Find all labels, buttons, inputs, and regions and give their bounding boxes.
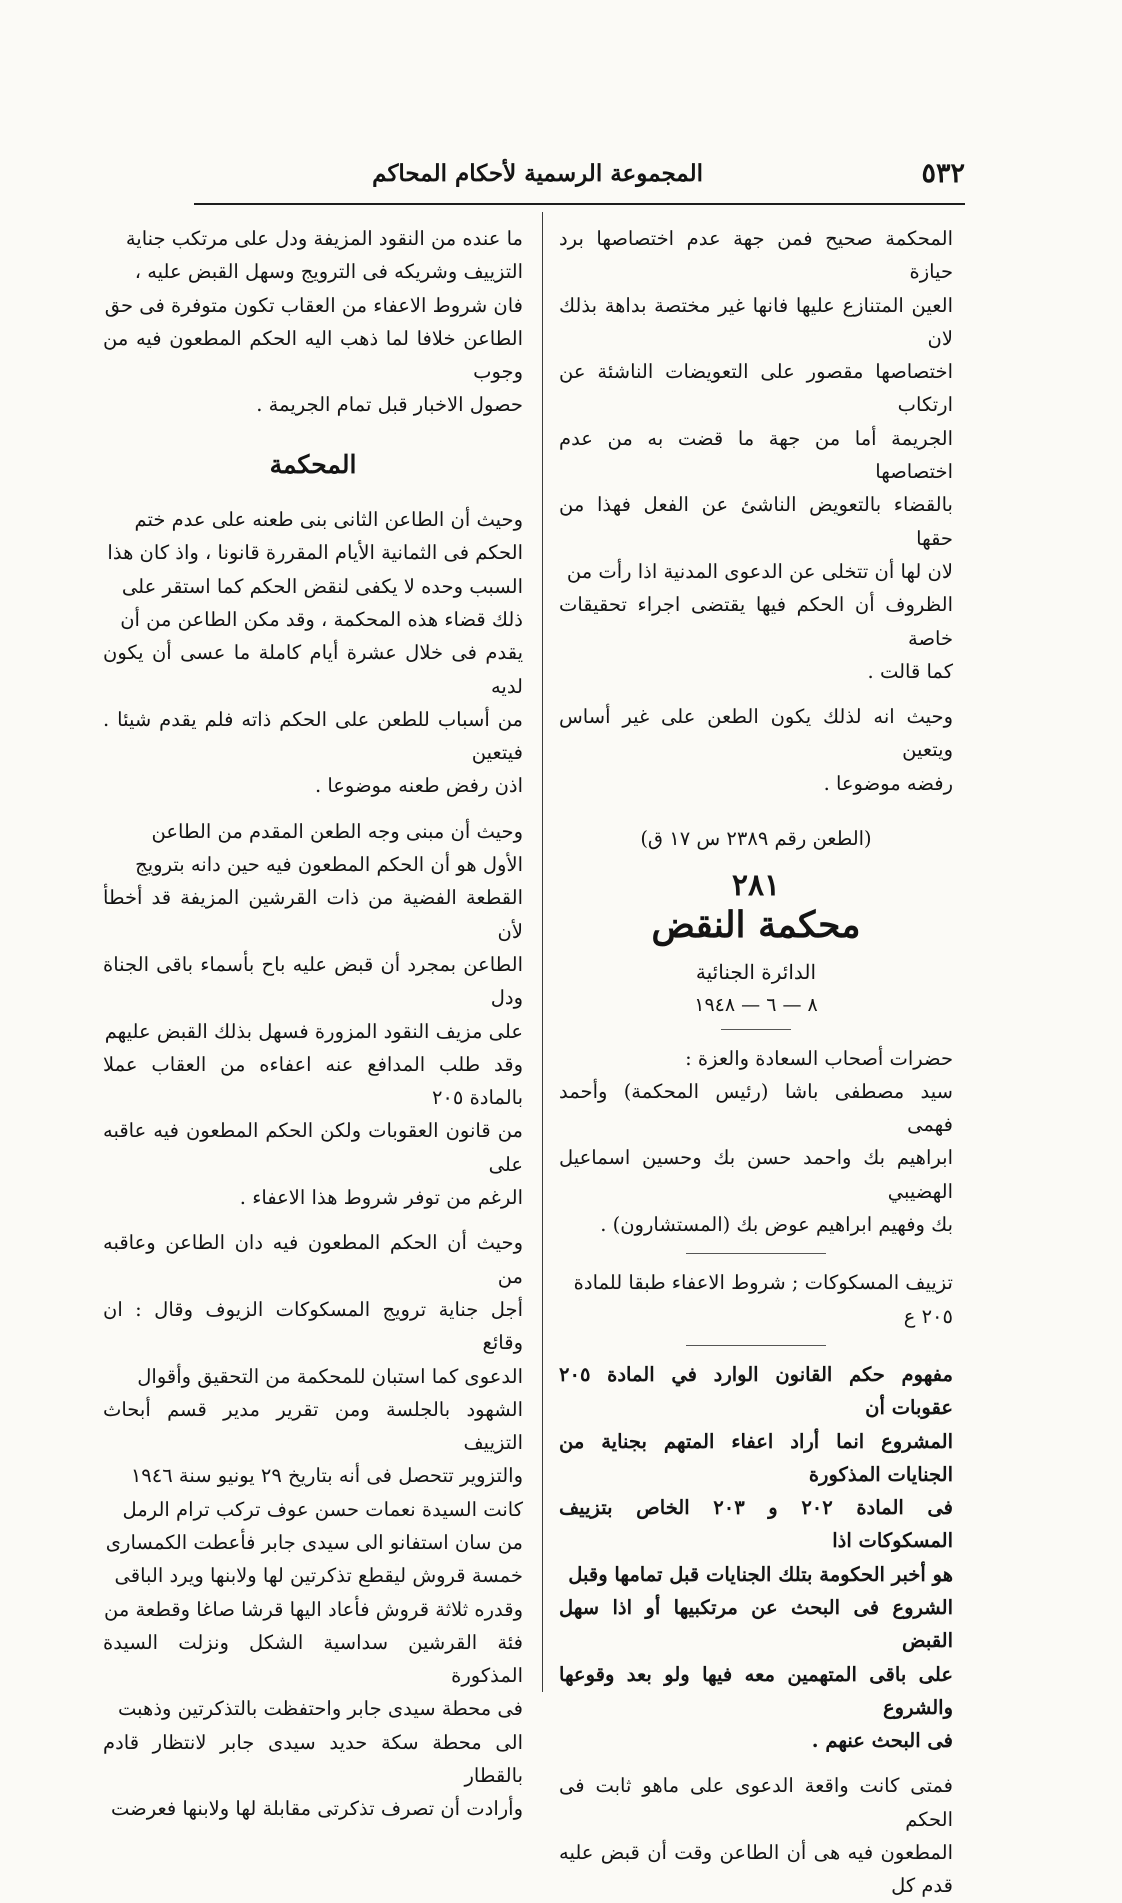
text-line: تزييف المسكوكات ; شروط الاعفاء طبقا للمادة (573, 1271, 953, 1295)
text-line: فى المادة ٢٠٢ و ٢٠٣ الخاص بتزييف المسكوكات اذا (559, 1496, 953, 1553)
text-line: لان لها أن تتخلى عن الدعوى المدنية اذا رأت من (566, 559, 953, 583)
text-line: الشهود بالجلسة ومن تقرير مدير قسم أبحاث التزييف (103, 1397, 523, 1455)
text-line: ذلك قضاء هذه المحكمة ، وقد مكن الطاعن من أن (120, 607, 523, 631)
text-line: مفهوم حكم القانون الوارد في المادة ٢٠٥ عقوبات أن (559, 1362, 953, 1420)
text-line: الى محطة سكة حديد سيدى جابر لانتظار قادم بالقطار (103, 1730, 523, 1788)
separator-rule (686, 1345, 826, 1346)
text-line: الجريمة أما من جهة ما قضت به من عدم اختصاصها (559, 426, 953, 484)
judgment-date: ٨ — ٦ — ١٩٤٨ (694, 994, 818, 1017)
running-title: المجموعة الرسمية لأحكام المحاكم (372, 160, 703, 187)
page-number: ٥٣٢ (921, 158, 965, 189)
text-line: هو أخبر الحكومة بتلك الجنايات قبل تمامها وقبل (568, 1562, 953, 1586)
text-line: السبب وحده لا يكفى لنقض الحكم كما استقر على (121, 574, 523, 598)
text-line: المشروع انما أراد اعفاء المتهم بجناية من الجنايات المذكورة (559, 1429, 953, 1486)
left-paragraph-4 (103, 1226, 523, 1825)
separator-rule (721, 1029, 791, 1030)
text-line: الظروف أن الحكم فيها يقتضى اجراء تحقيقات خاصة (559, 593, 953, 650)
case-reference: (الطعن رقم ٢٣٨٩ س ١٧ ق) (640, 827, 872, 851)
text-line: فى محطة سيدى جابر واحتفظت بالتذكرتين وذهبت (118, 1697, 523, 1721)
text-line: وحيث أن الحكم المطعون فيه دان الطاعن وعاقبه من (103, 1231, 523, 1288)
circuit-name: الدائرة الجنائية (695, 959, 817, 984)
case-subject (559, 1266, 953, 1333)
text-line: على مزيف النقود المزورة فسهل بذلك القبض عليهم (104, 1019, 523, 1043)
text-line: بالقضاء بالتعويض الناشئ عن الفعل فهذا من حقها (559, 493, 953, 550)
text-line: يقدم فى خلال عشرة أيام كاملة ما عسى أن يكون لديه (103, 641, 523, 698)
text-line: وقد طلب المدافع عنه اعفاءه من العقاب عملا بالمادة ٢٠٥ (103, 1052, 523, 1110)
right-paragraph-1 (559, 222, 953, 688)
text-line: سيد مصطفى باشا (رئيس المحكمة) وأحمد فهمى (559, 1079, 953, 1137)
text-line: ما عنده من النقود المزيفة ودل على مرتكب جناية (125, 227, 523, 250)
text-line: من قانون العقوبات ولكن الحكم المطعون فيه عاقبه على (103, 1119, 523, 1176)
text-line: كما قالت . (867, 659, 953, 683)
left-paragraph-2 (103, 503, 523, 803)
text-line: وقدره ثلاثة قروش فأعاد اليها قرشا صاغا وقطعة من (103, 1597, 523, 1621)
text-line: اذن رفض طعنه موضوعا . (314, 774, 523, 798)
text-line: من سان استفانو الى سيدى جابر فأعطت الكمسارى (105, 1530, 523, 1554)
text-line: اختصاصها مقصور على التعويضات الناشئة عن ارتكاب (559, 360, 953, 417)
text-line: فئة القرشين سداسية الشكل ونزلت السيدة المذكورة (103, 1630, 523, 1688)
text-line: رفضه موضوعا . (823, 771, 953, 795)
separator-rule (686, 1253, 826, 1254)
text-line: الحكم فى الثمانية الأيام المقررة قانونا ، واذ كان هذا (107, 541, 523, 565)
text-line: الدعوى كما استبان للمحكمة من التحقيق وأقوال (137, 1364, 523, 1388)
text-line: الشروع فى البحث عن مرتكبيها أو اذا سهل القبض (559, 1595, 953, 1653)
text-line: والتزوير تتحصل فى أنه بتاريخ ٢٩ يونيو سنة ١٩٤٦ (130, 1464, 523, 1488)
left-paragraph-3 (103, 815, 523, 1215)
text-line: كانت السيدة نعمات حسن عوف تركب ترام الرمل (122, 1497, 523, 1521)
text-line: من أسباب للطعن على الحكم ذاته فلم يقدم شيئا . فيتعين (103, 707, 523, 765)
text-line: المطعون فيه هى أن الطاعن وقت أن قبض عليه قدم كل (559, 1841, 953, 1898)
case-number: ٢٨١ (731, 868, 781, 904)
text-line: وحيث أن مبنى وجه الطعن المقدم من الطاعن (151, 819, 523, 843)
text-line: فان شروط الاعفاء من العقاب تكون متوفرة فى حق (104, 293, 523, 317)
judges-list (559, 1042, 953, 1242)
legal-principle (559, 1358, 953, 1758)
text-line: وحيث أن الطاعن الثانى بنى طعنه على عدم ختم (134, 508, 523, 532)
text-line: فى البحث عنهم . (811, 1729, 953, 1753)
column-divider (542, 212, 543, 1692)
left-paragraph-1 (103, 222, 523, 422)
text-line: ٢٠٥ ع (903, 1304, 953, 1328)
text-line: على باقى المتهمين معه فيها ولو بعد وقوعها والشروع (559, 1662, 953, 1719)
text-line: ابراهيم بك واحمد حسن بك وحسين اسماعيل الهضيبي (559, 1146, 953, 1203)
text-line: الأول هو أن الحكم المطعون فيه حين دانه بترويج (135, 853, 523, 877)
text-line: الطاعن بمجرد أن قبض عليه باح بأسماء باقى الجناة ودل (103, 952, 523, 1010)
right-column (559, 222, 953, 1903)
text-line: أجل جناية ترويج المسكوكات الزيوف وقال : ان وقائع (103, 1297, 523, 1355)
text-line: حصول الاخبار قبل تمام الجريمة . (256, 393, 523, 417)
text-line: العين المتنازع عليها فانها غير مختصة بداهة بذلك لان (559, 293, 953, 350)
left-column (103, 222, 523, 1826)
court-name: محكمة النقض (651, 903, 861, 946)
page-header (180, 150, 965, 194)
header-rule (194, 203, 965, 205)
text-line: الطاعن خلافا لما ذهب اليه الحكم المطعون فيه من وجوب (103, 326, 523, 384)
text-line: حضرات أصحاب السعادة والعزة : (685, 1046, 953, 1070)
right-paragraph-2 (559, 700, 953, 800)
section-heading: المحكمة (269, 449, 357, 479)
text-line: بك وفهيم ابراهيم عوض بك (المستشارون) . (600, 1213, 953, 1237)
text-line: وحيث انه لذلك يكون الطعن على غير أساس ويتعين (559, 705, 953, 762)
text-line: فمتى كانت واقعة الدعوى على ماهو ثابت فى الحكم (559, 1774, 953, 1831)
text-line: المحكمة صحيح فمن جهة عدم اختصاصها برد حيازة (559, 227, 953, 284)
text-line: وأرادت أن تصرف تذكرتى مقابلة لها ولابنها فعرضت (111, 1797, 523, 1821)
text-line: خمسة قروش ليقطع تذكرتين لها ولابنها ويرد الباقى (114, 1564, 523, 1588)
text-line: التزييف وشريكه فى الترويج وسهل القبض عليه ، (134, 260, 523, 284)
text-line: الرغم من توفر شروط هذا الاعفاء . (239, 1186, 523, 1210)
text-line: القطعة الفضية من ذات القرشين المزيفة قد أخطأ لأن (103, 886, 523, 943)
right-paragraph-last (559, 1769, 953, 1902)
